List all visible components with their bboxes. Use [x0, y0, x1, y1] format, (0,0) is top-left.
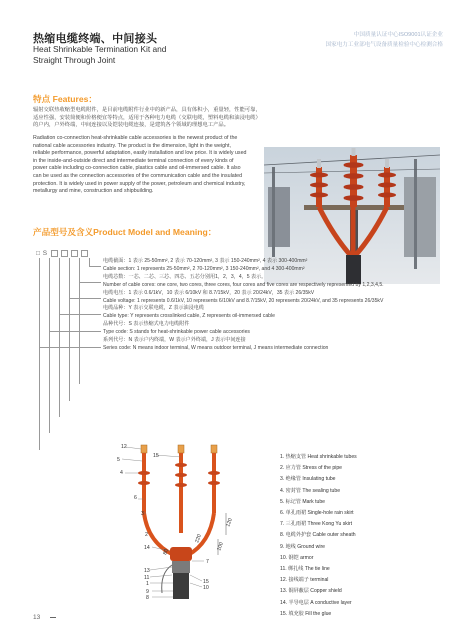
- cert-line-1: 中国质量认证中心ISO9001认证企业: [353, 32, 443, 38]
- legend-item: 15. 填充胶 Fill the glue: [280, 610, 332, 617]
- diagram-label: 4: [120, 470, 123, 476]
- connector-line: [89, 266, 101, 267]
- diagram-label: 1: [146, 581, 149, 587]
- legend-item: 9. 地线 Ground wire: [280, 543, 326, 550]
- dimension-label: 220: [194, 533, 203, 544]
- features-cn-line: 适应性强，安装简便和价格便宜等特点，适用于各种电力电缆（交联电缆，塑料电缆和油浸电缆）: [33, 114, 261, 121]
- legend-item: 7. 三孔雨裙 Three Kong Yu skirt: [280, 521, 353, 528]
- features-en-line: can be used as the connection accessories of the communication cable and the insulated: [33, 172, 243, 179]
- diagram-label: 3: [141, 511, 144, 517]
- legend-item: 11. 绑扎线 The tie line: [280, 566, 330, 573]
- connector-line: [79, 282, 101, 283]
- legend-item: 13. 铜屏蔽层 Copper shield: [280, 588, 342, 595]
- connector-line: [39, 258, 40, 450]
- diagram-label: 14: [144, 545, 150, 551]
- model-line: 电缆截面：1 表示 25-50mm², 2 表示 70-120mm², 3 表示 150-240mm², 4 表示 300-400mm²: [103, 258, 308, 264]
- diagram-label: 15: [153, 453, 159, 459]
- legend-item: 14. 半导电层 A conductive layer: [280, 599, 352, 606]
- model-line: 系列代号：N 表示户内终端，W 表示户外终端，J 表示中间连接: [103, 337, 246, 344]
- page-title: 热缩电缆终端、中间接头: [33, 33, 158, 45]
- subtitle-line-1: Heat Shrinkable Termination Kit and: [33, 44, 167, 54]
- code-box: [61, 250, 68, 257]
- page-subtitle: [33, 44, 203, 66]
- legend-item: 3. 绝缘管 Insulating tube: [280, 476, 336, 483]
- model-line: Cable voltage: 1 represents 0.6/1kV, 10 represents 6/10kV and 8.7/15kV, 20 represents 20/24kV, and 35 represents 26/35kV: [103, 297, 384, 304]
- model-line: Number of cable cores: one core, two cores, three cores, four cores and five cores are respectively represented by 1,2,3,4,5.: [103, 281, 384, 288]
- certification-note: [273, 30, 443, 50]
- legend-item: 10. 钢铠 armor: [280, 554, 314, 561]
- features-cn-line: 的户内，户外终端，中间连接以及铠装电缆连接，是建筑各个领域的理想电工产品。: [33, 122, 229, 129]
- connector-line: [69, 298, 101, 299]
- diagram-label: 11: [144, 575, 150, 581]
- diagram-label: 6: [134, 495, 137, 501]
- dimension-label: 100: [216, 541, 225, 552]
- model-line: 电缆电压：1 表示 0.6/1kV，10 表示 6/10kV 和 8.7/15kV，20 表示 20/24kV，35 表示 26/35kV: [103, 289, 315, 296]
- model-line: Series code: N means indoor terminal, W means outdoor terminal, J means intermediate connection: [103, 344, 329, 351]
- diagram-label: 9: [146, 589, 149, 595]
- features-cn-line: 辐射交联热收缩型电缆附件，是目前电缆附件行业中的新产品，具有体积小，重量轻，性能可靠，: [33, 107, 261, 113]
- model-line: Cable section: 1 represents 25-50mm², 2 70-120mm², 3 150-240mm², and 4 300-400mm²: [103, 265, 305, 272]
- code-box: [71, 250, 78, 257]
- connector-line: [69, 258, 70, 401]
- diagram-label: 8: [146, 595, 149, 601]
- diagram-label: 10: [203, 585, 209, 591]
- model-line: 品种代号：S 表示热缩式电力电缆附件: [103, 321, 190, 328]
- features-heading: 特点 Features：: [33, 94, 97, 104]
- features-en-line: reliable performance, powerful adaptation, easily installation and low price. It is widely used: [33, 150, 247, 157]
- connector-line: [49, 331, 101, 332]
- legend-item: 1. 热缩支管 Heat shrinkable tubes: [280, 454, 357, 460]
- model-line: 电缆芯数：一芯、二芯、三芯、四芯、五芯分别用1，2，3，4，5 表示。: [103, 273, 267, 280]
- legend-item: 4. 密封管 The sealing tube: [280, 487, 341, 494]
- features-en-line: Radiation co-connection heat-shrinkable cable accessories is the newest product of the: [33, 135, 238, 141]
- code-box: [51, 250, 58, 257]
- termination-diagram: [108, 443, 256, 601]
- model-line: Type code: S stands for heat-shrinkable power cable accessories: [103, 329, 250, 336]
- page-number-bar: [50, 617, 56, 618]
- legend-item: 6. 单孔雨裙 Single-hole rain skirt: [280, 510, 354, 517]
- subtitle-line-2: Straight Through Joint: [33, 55, 116, 65]
- features-cn-paragraph: [33, 107, 265, 130]
- dimension-label: 80: [162, 548, 170, 556]
- features-en-line: national cable accessories industry. The product is the dimension, light in the weight,: [33, 142, 231, 149]
- dimension-label: 120: [225, 517, 234, 528]
- features-en-line: in the inside-and-outside direct and intermediate terminal connection of every kinds of: [33, 157, 234, 164]
- diagram-label: 13: [144, 568, 150, 574]
- model-line: 电缆品种：Y 表示交联电缆，Z 表示油浸电缆: [103, 305, 204, 312]
- page-number: 13: [33, 614, 41, 621]
- connector-line: [89, 258, 90, 266]
- connector-line: [59, 258, 60, 417]
- model-heading: 产品型号及含义Product Model and Meaning：: [33, 227, 217, 237]
- model-meaning-list: [103, 258, 448, 353]
- diagram-label: 15: [203, 579, 209, 585]
- legend-item: 12. 接线端子 terminal: [280, 577, 329, 584]
- features-en-paragraph: [33, 135, 265, 196]
- cert-line-2: 国家电力工业部电气设备质量检验中心检测合格: [325, 42, 443, 48]
- diagram-label: 5: [117, 457, 120, 463]
- connector-line: [39, 347, 101, 348]
- legend-item: 8. 电缆外护套 Cable outer sheath: [280, 532, 356, 539]
- legend-item: 2. 应力管 Stress of the pipe: [280, 465, 343, 472]
- model-code: [36, 250, 88, 257]
- model-line: Cable type: Y represents crosslinked cable, Z represents oil-immersed cable: [103, 313, 275, 320]
- legend-item: 5. 标记管 Mark tube: [280, 498, 326, 505]
- features-en-line: protection. It is widely used in power supply of the power, petroleum and chemical industry,: [33, 180, 246, 187]
- features-en-line: power cable including co-connection cable, plastics cable and oil-immersed cable. It also: [33, 165, 241, 172]
- code-box: [81, 250, 88, 257]
- diagram-label: 2: [145, 532, 148, 538]
- diagram-legend: [280, 452, 357, 620]
- model-code-prefix: □ S: [36, 250, 48, 258]
- connector-line: [49, 258, 50, 433]
- connector-line: [59, 314, 101, 315]
- features-en-line: metallurgy and mine, construction and shipbuilding.: [33, 188, 154, 195]
- connector-line: [79, 258, 80, 384]
- diagram-label: 7: [206, 559, 209, 565]
- diagram-label: 12: [121, 444, 127, 450]
